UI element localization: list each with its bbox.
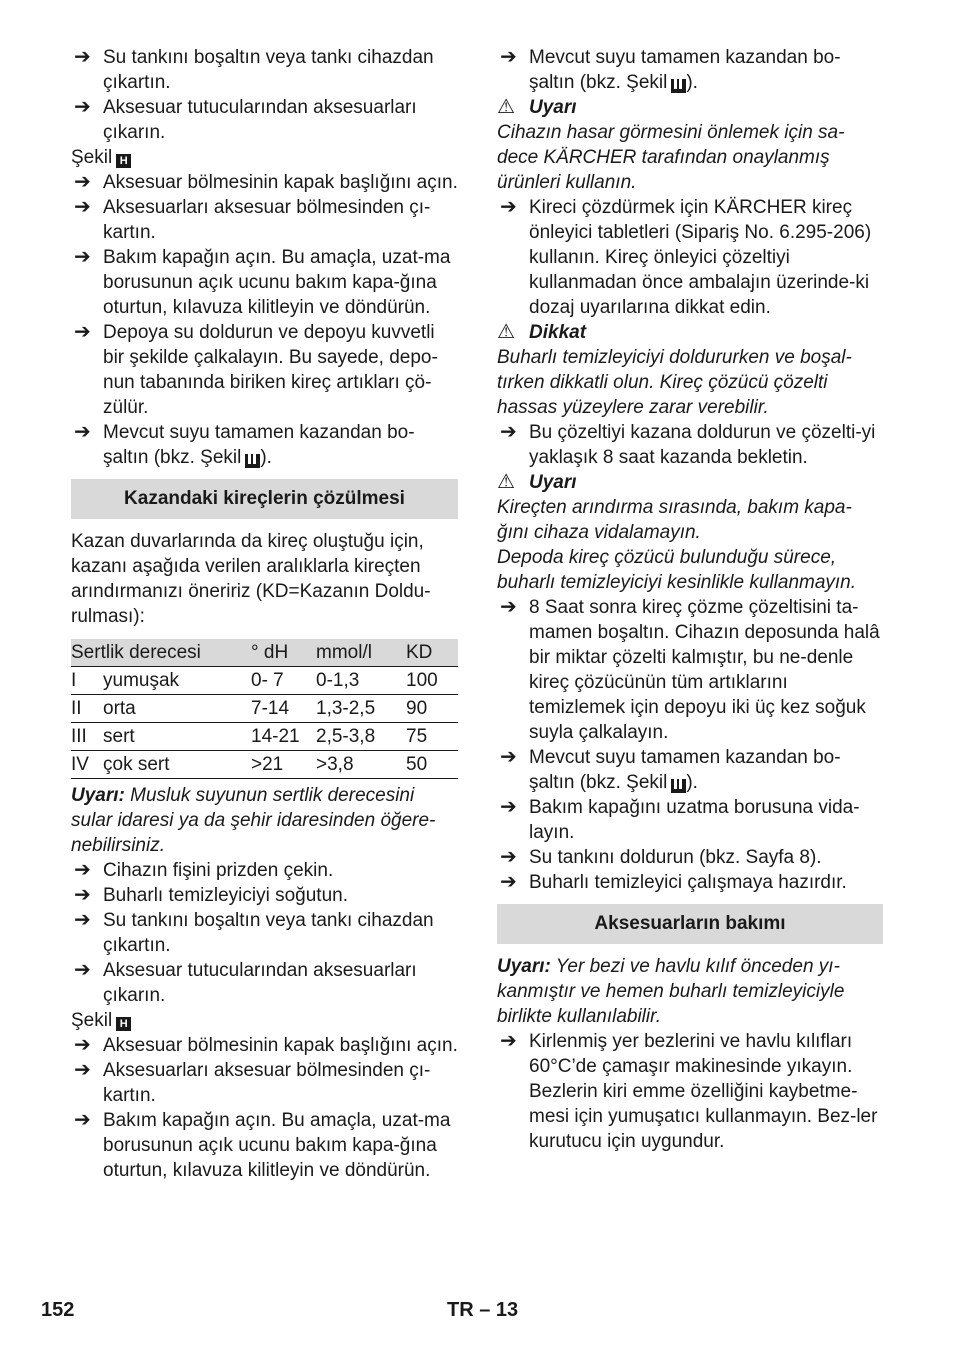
- table-row: [71, 667, 458, 695]
- instruction-step: [71, 170, 458, 195]
- step-text: Su tankını boşaltın veya tankı cihazdan çıkartın.: [103, 47, 434, 93]
- table-row: [71, 723, 458, 751]
- arrow-right-icon: ➔: [500, 746, 517, 768]
- instruction-step: [497, 1029, 883, 1154]
- arrow-right-icon: ➔: [74, 96, 91, 118]
- col-dh: ° dH: [251, 639, 316, 667]
- arrow-right-icon: ➔: [500, 1030, 517, 1052]
- arrow-right-icon: ➔: [74, 1034, 91, 1056]
- step-text-after: ).: [686, 72, 698, 93]
- step-text: Mevcut suyu tamamen kazandan bo-şaltın (bkz. Şekil: [529, 747, 841, 793]
- instruction-step: [497, 45, 883, 95]
- step-text: Kireci çözdürmek için KÄRCHER kireç önleyici tabletleri (Sipariş No. 6.295-206) kullanın. Kireç önleyici çözeltiyi kullanmadan önce ambalajın üzerinde-ki dozaj uyarılarına dikkat edin.: [529, 197, 872, 318]
- instruction-step: [71, 1033, 458, 1058]
- hardness-name: çok sert: [103, 751, 251, 779]
- step-text: Aksesuarları aksesuar bölmesinden çı-kartın.: [103, 197, 431, 243]
- instruction-step: [71, 883, 458, 908]
- arrow-right-icon: ➔: [500, 196, 517, 218]
- warning-label: Dikkat: [529, 322, 587, 343]
- figure-reference: [71, 1008, 458, 1033]
- arrow-right-icon: ➔: [74, 1059, 91, 1081]
- figure-badge: H: [116, 154, 131, 168]
- arrow-right-icon: ➔: [74, 884, 91, 906]
- arrow-right-icon: ➔: [500, 421, 517, 443]
- arrow-right-icon: ➔: [74, 196, 91, 218]
- section-label: TR – 13: [447, 1299, 519, 1321]
- step-text: Aksesuar bölmesinin kapak başlığını açın.: [103, 172, 458, 193]
- dh-range: 0- 7: [251, 667, 316, 695]
- instruction-step: [71, 858, 458, 883]
- instruction-step: [71, 1108, 458, 1183]
- instruction-step: [497, 795, 883, 845]
- accessories-note: [497, 954, 883, 1029]
- kd-value: 100: [406, 667, 458, 695]
- mmol-range: 0-1,3: [316, 667, 406, 695]
- instruction-step: [71, 95, 458, 145]
- warning-heading: [497, 95, 883, 120]
- instruction-step: [71, 245, 458, 320]
- step-text: Kirlenmiş yer bezlerini ve havlu kılıfları 60°C’de çamaşır makinesinde yıkayın. Bezlerin kiri emme özelliğini kaybetme-mesi için yumuşatıcı kullanmayın. Bez-ler kurutucu için uygundur.: [529, 1031, 878, 1152]
- mmol-range: >3,8: [316, 751, 406, 779]
- col-kd: KD: [406, 639, 458, 667]
- arrow-right-icon: ➔: [74, 909, 91, 931]
- figure-badge: H: [116, 1017, 131, 1031]
- page-number: 152: [41, 1299, 75, 1321]
- step-text: Mevcut suyu tamamen kazandan bo-şaltın (bkz. Şekil: [529, 47, 841, 93]
- right-column: [497, 45, 883, 1154]
- arrow-right-icon: ➔: [74, 246, 91, 268]
- col-hardness: Sertlik derecesi: [71, 639, 251, 667]
- step-text: 8 Saat sonra kireç çözme çözeltisini ta-mamen boşaltın. Cihazın deposunda halâ bir miktar çözelti kalmıştır, bu ne-denle kireç çözücünün tüm artıklarını temizlemek için depoyu iki üç kez soğuk suyla çalkalayın.: [529, 597, 880, 743]
- warning-triangle-icon: ⚠: [497, 96, 515, 118]
- figure-reference-icon: [245, 454, 260, 468]
- hardness-name: orta: [103, 695, 251, 723]
- figure-label: Şekil: [71, 147, 113, 168]
- section-heading-accessories: Aksesuarların bakımı: [497, 904, 883, 944]
- arrow-right-icon: ➔: [74, 46, 91, 68]
- dh-range: >21: [251, 751, 316, 779]
- note-text: Musluk suyunun sertlik derecesini sular idaresi ya da şehir idaresinden öğere-nebilirsiniz.: [71, 785, 436, 856]
- section-heading-descaling: Kazandaki kireçlerin çözülmesi: [71, 479, 458, 519]
- step-text: Su tankını doldurun (bkz. Sayfa 8).: [529, 847, 822, 868]
- step-text: Aksesuar tutucularından aksesuarları çıkarın.: [103, 97, 417, 143]
- arrow-right-icon: ➔: [500, 871, 517, 893]
- mmol-range: 1,3-2,5: [316, 695, 406, 723]
- instruction-step: [71, 420, 458, 470]
- note-label: Uyarı:: [497, 956, 551, 977]
- descaling-intro: Kazan duvarlarında da kireç oluştuğu için, kazanı aşağıda verilen aralıklarla kireçten arındırmanızı öneririz (KD=Kazanın Doldu-rulması):: [71, 531, 431, 627]
- kd-value: 75: [406, 723, 458, 751]
- warning-triangle-icon: ⚠: [497, 321, 515, 343]
- step-text: Buharlı temizleyiciyi soğutun.: [103, 885, 348, 906]
- figure-reference: [71, 145, 458, 170]
- step-text: Buharlı temizleyici çalışmaya hazırdır.: [529, 872, 847, 893]
- arrow-right-icon: ➔: [500, 796, 517, 818]
- step-text: Bakım kapağını uzatma borusuna vida-layın.: [529, 797, 860, 843]
- figure-reference-icon: [671, 779, 686, 793]
- arrow-right-icon: ➔: [500, 46, 517, 68]
- arrow-right-icon: ➔: [74, 959, 91, 981]
- instruction-step: [71, 1058, 458, 1108]
- step-text: Aksesuarları aksesuar bölmesinden çı-kartın.: [103, 1060, 431, 1106]
- warning-triangle-icon: ⚠: [497, 471, 515, 493]
- instruction-step: [71, 195, 458, 245]
- warning-text: Depoda kireç çözücü bulunduğu sürece, buharlı temizleyiciyi kesinlikle kullanmayın.: [497, 547, 857, 593]
- table-row: [71, 695, 458, 723]
- instruction-step: [71, 908, 458, 958]
- step-text: Depoya su doldurun ve depoyu kuvvetli bir şekilde çalkalayın. Bu sayede, depo-nun tabanında biriken kireç artıkları çö-zülür.: [103, 322, 438, 418]
- hardness-level: I: [71, 667, 103, 695]
- warning-label: Uyarı: [529, 97, 577, 118]
- instruction-step: [497, 845, 883, 870]
- table-row: [71, 751, 458, 779]
- instruction-step: [497, 595, 883, 745]
- note-label: Uyarı:: [71, 785, 125, 806]
- dh-range: 14-21: [251, 723, 316, 751]
- step-text: Aksesuar tutucularından aksesuarları çıkarın.: [103, 960, 417, 1006]
- warning-text: Kireçten arındırma sırasında, bakım kapa-ğını cihaza vidalamayın.: [497, 497, 852, 543]
- figure-reference-icon: [671, 79, 686, 93]
- warning-text: Cihazın hasar görmesini önlemek için sa-dece KÄRCHER tarafından onaylanmış ürünleri kullanın.: [497, 122, 845, 193]
- instruction-step: [497, 745, 883, 795]
- step-text-after: ).: [260, 447, 272, 468]
- right-instructions-1: [497, 45, 883, 895]
- instruction-step: [71, 320, 458, 420]
- step-text: Su tankını boşaltın veya tankı cihazdan çıkartın.: [103, 910, 434, 956]
- left-column: [71, 45, 458, 1183]
- figure-label: Şekil: [71, 1010, 113, 1031]
- arrow-right-icon: ➔: [500, 596, 517, 618]
- arrow-right-icon: ➔: [74, 321, 91, 343]
- step-text: Cihazın fişini prizden çekin.: [103, 860, 334, 881]
- kd-value: 50: [406, 751, 458, 779]
- mmol-range: 2,5-3,8: [316, 723, 406, 751]
- hardness-table: [71, 639, 458, 779]
- arrow-right-icon: ➔: [74, 1109, 91, 1131]
- left-instructions-2: [71, 858, 458, 1183]
- warning-text: Buharlı temizleyiciyi doldururken ve boşal-tırken dikkatli olun. Kireç çözücü çözelti hassas yüzeylere zarar verebilir.: [497, 347, 852, 418]
- step-text: Bakım kapağın açın. Bu amaçla, uzat-ma borusunun açık ucunu bakım kapa-ğına oturtun, kılavuza kilitleyin ve döndürün.: [103, 247, 451, 318]
- right-instructions-2: [497, 1029, 883, 1154]
- warning-heading: [497, 320, 883, 345]
- water-hardness-note: [71, 783, 458, 858]
- arrow-right-icon: ➔: [74, 859, 91, 881]
- note-text: Yer bezi ve havlu kılıf önceden yı-kanmıştır ve hemen buharlı temizleyiciyle birlikte kullanılabilir.: [497, 956, 845, 1027]
- hardness-name: yumuşak: [103, 667, 251, 695]
- step-text: Bu çözeltiyi kazana doldurun ve çözelti-yi yaklaşık 8 saat kazanda bekletin.: [529, 422, 876, 468]
- warning-label: Uyarı: [529, 472, 577, 493]
- step-text: Bakım kapağın açın. Bu amaçla, uzat-ma borusunun açık ucunu bakım kapa-ğına oturtun, kılavuza kilitleyin ve döndürün.: [103, 1110, 451, 1181]
- hardness-table-header: [71, 639, 458, 667]
- hardness-level: II: [71, 695, 103, 723]
- col-mmol: mmol/l: [316, 639, 406, 667]
- hardness-level: III: [71, 723, 103, 751]
- instruction-step: [497, 195, 883, 320]
- kd-value: 90: [406, 695, 458, 723]
- left-instructions-1: [71, 45, 458, 470]
- instruction-step: [71, 45, 458, 95]
- hardness-level: IV: [71, 751, 103, 779]
- step-text: Aksesuar bölmesinin kapak başlığını açın.: [103, 1035, 458, 1056]
- step-text: Mevcut suyu tamamen kazandan bo-şaltın (bkz. Şekil: [103, 422, 415, 468]
- instruction-step: [71, 958, 458, 1008]
- arrow-right-icon: ➔: [74, 171, 91, 193]
- arrow-right-icon: ➔: [500, 846, 517, 868]
- step-text-after: ).: [686, 772, 698, 793]
- hardness-name: sert: [103, 723, 251, 751]
- warning-heading: [497, 470, 883, 495]
- arrow-right-icon: ➔: [74, 421, 91, 443]
- instruction-step: [497, 420, 883, 470]
- instruction-step: [497, 870, 883, 895]
- dh-range: 7-14: [251, 695, 316, 723]
